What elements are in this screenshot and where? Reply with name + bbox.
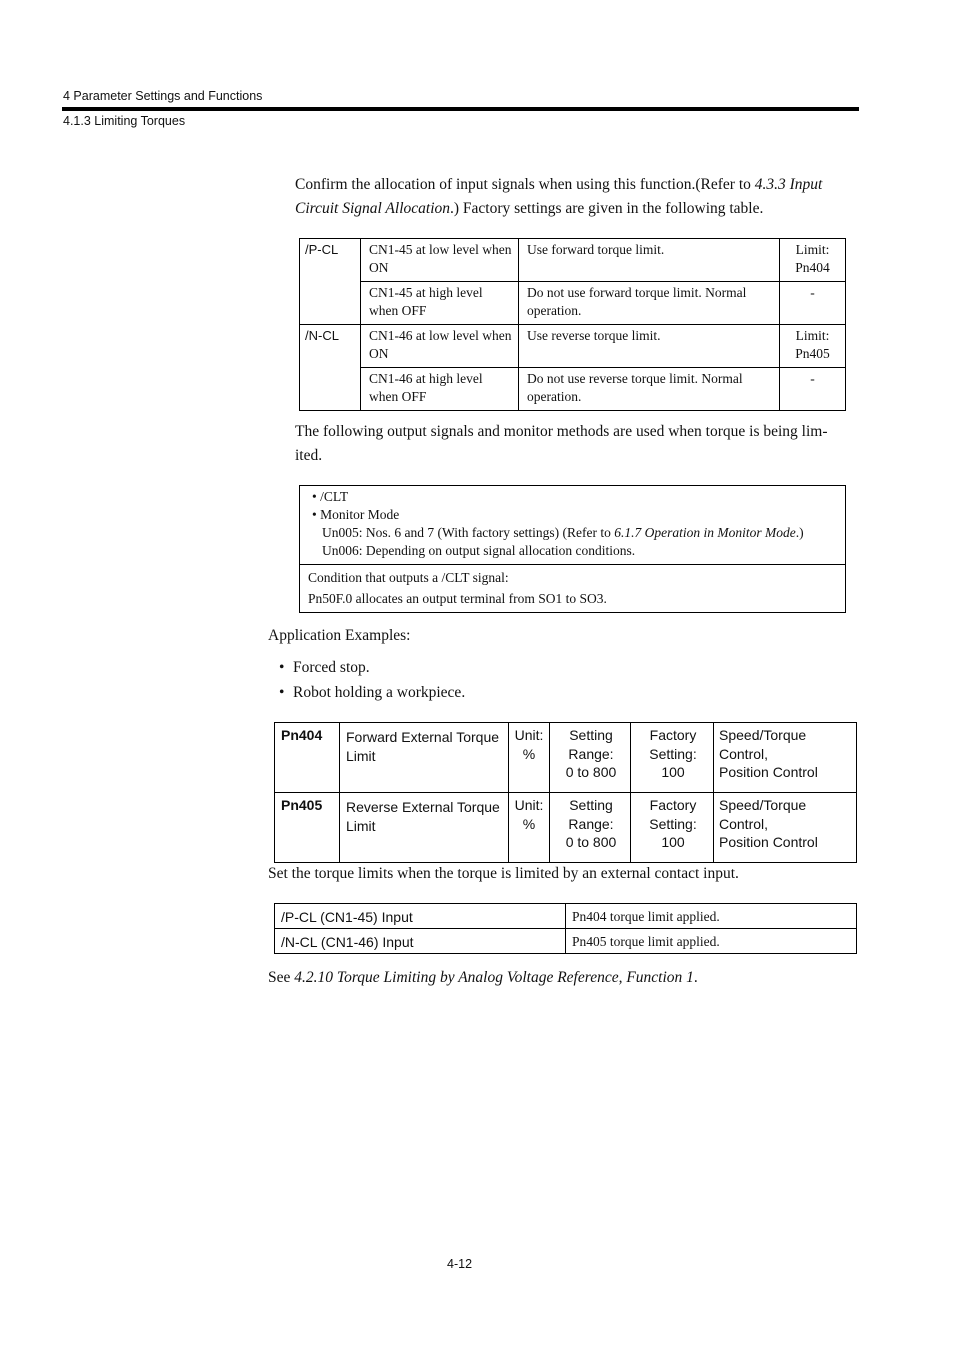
table-row bbox=[275, 793, 857, 863]
signal-meaning: Use forward torque limit. bbox=[519, 239, 780, 282]
monitor-reference: 6.1.7 Operation in Monitor Mode bbox=[614, 525, 796, 540]
clt-condition bbox=[300, 565, 845, 612]
signal-meaning: Do not use forward torque limit. Normal operation. bbox=[519, 282, 780, 325]
signal-name: /P-CL bbox=[300, 239, 361, 325]
param-factory-setting: Factory Setting: 100 bbox=[631, 793, 714, 863]
input-name: /N-CL (CN1-46) Input bbox=[275, 929, 566, 954]
signal-condition: CN1-46 at low level when ON bbox=[361, 325, 519, 368]
signal-meaning: Use reverse torque limit. bbox=[519, 325, 780, 368]
param-range: Setting Range: 0 to 800 bbox=[550, 793, 631, 863]
clt-condition-detail: Pn50F.0 allocates an output terminal from SO1 to SO3. bbox=[308, 591, 607, 606]
intro-reference: 4.3.3 Input Circuit Signal Allocation bbox=[295, 176, 823, 217]
header-rule bbox=[62, 107, 859, 111]
intro-paragraph: Confirm the allocation of input signals when using this function.(Refer to 4.3.3 Input Circuit Signal Allocation.) Factory settings are given in the following table. bbox=[295, 176, 823, 217]
param-range: Setting Range: 0 to 800 bbox=[550, 723, 631, 793]
chapter-header: 4 Parameter Settings and Functions bbox=[63, 89, 263, 103]
signal-condition: CN1-45 at high level when OFF bbox=[361, 282, 519, 325]
applications-list bbox=[279, 655, 465, 705]
table-row bbox=[300, 282, 846, 325]
input-name: /P-CL (CN1-45) Input bbox=[275, 904, 566, 929]
param-number: Pn404 bbox=[275, 723, 340, 793]
set-limits-paragraph: Set the torque limits when the torque is limited by an external contact input. bbox=[268, 865, 739, 882]
see-reference-paragraph: See 4.2.10 Torque Limiting by Analog Voltage Reference, Function 1. bbox=[268, 969, 698, 986]
monitor-un006: Un006: Depending on output signal allocation conditions. bbox=[322, 543, 636, 558]
section-header: 4.1.3 Limiting Torques bbox=[63, 114, 186, 128]
output-paragraph: The following output signals and monitor methods are used when torque is being lim- ited. bbox=[295, 423, 828, 464]
input-signal-table bbox=[299, 238, 846, 411]
table-row bbox=[300, 368, 846, 411]
table-row bbox=[275, 723, 857, 793]
monitor-item-mode: • Monitor Mode bbox=[312, 507, 400, 522]
table-row bbox=[300, 325, 846, 368]
signal-condition: CN1-45 at low level when ON bbox=[361, 239, 519, 282]
signal-limit: Limit: Pn404 bbox=[780, 239, 846, 282]
param-number: Pn405 bbox=[275, 793, 340, 863]
param-name: Forward External Torque Limit bbox=[340, 723, 509, 793]
param-unit: Unit: % bbox=[509, 793, 550, 863]
signal-limit: - bbox=[780, 282, 846, 325]
parameter-table bbox=[274, 722, 857, 863]
signal-limit: - bbox=[780, 368, 846, 411]
table-row bbox=[300, 239, 846, 282]
param-name: Reverse External Torque Limit bbox=[340, 793, 509, 863]
monitor-box bbox=[299, 485, 846, 613]
see-reference: 4.2.10 Torque Limiting by Analog Voltage Reference, Function 1 bbox=[294, 969, 694, 986]
input-result: Pn405 torque limit applied. bbox=[566, 929, 857, 954]
applications-heading: Application Examples: bbox=[268, 627, 411, 644]
param-control-mode: Speed/Torque Control, Position Control bbox=[714, 793, 857, 863]
signal-limit: Limit: Pn405 bbox=[780, 325, 846, 368]
table-row bbox=[275, 904, 857, 929]
page-number: 4-12 bbox=[447, 1257, 473, 1271]
signal-meaning: Do not use reverse torque limit. Normal operation. bbox=[519, 368, 780, 411]
param-factory-setting: Factory Setting: 100 bbox=[631, 723, 714, 793]
param-unit: Unit: % bbox=[509, 723, 550, 793]
monitor-item-clt: • /CLT bbox=[312, 489, 349, 504]
param-control-mode: Speed/Torque Control, Position Control bbox=[714, 723, 857, 793]
monitor-list bbox=[300, 486, 845, 565]
list-item: • Forced stop. bbox=[279, 655, 465, 680]
clt-condition-title: Condition that outputs a /CLT signal: bbox=[308, 570, 509, 585]
table-row bbox=[275, 929, 857, 954]
signal-name: /N-CL bbox=[300, 325, 361, 411]
input-result-table bbox=[274, 903, 857, 954]
monitor-un005: Un005: Nos. 6 and 7 (With factory settings) (Refer to 6.1.7 Operation in Monitor Mode.) bbox=[322, 525, 804, 540]
input-result: Pn404 torque limit applied. bbox=[566, 904, 857, 929]
list-item: • Robot holding a workpiece. bbox=[279, 680, 465, 705]
signal-condition: CN1-46 at high level when OFF bbox=[361, 368, 519, 411]
